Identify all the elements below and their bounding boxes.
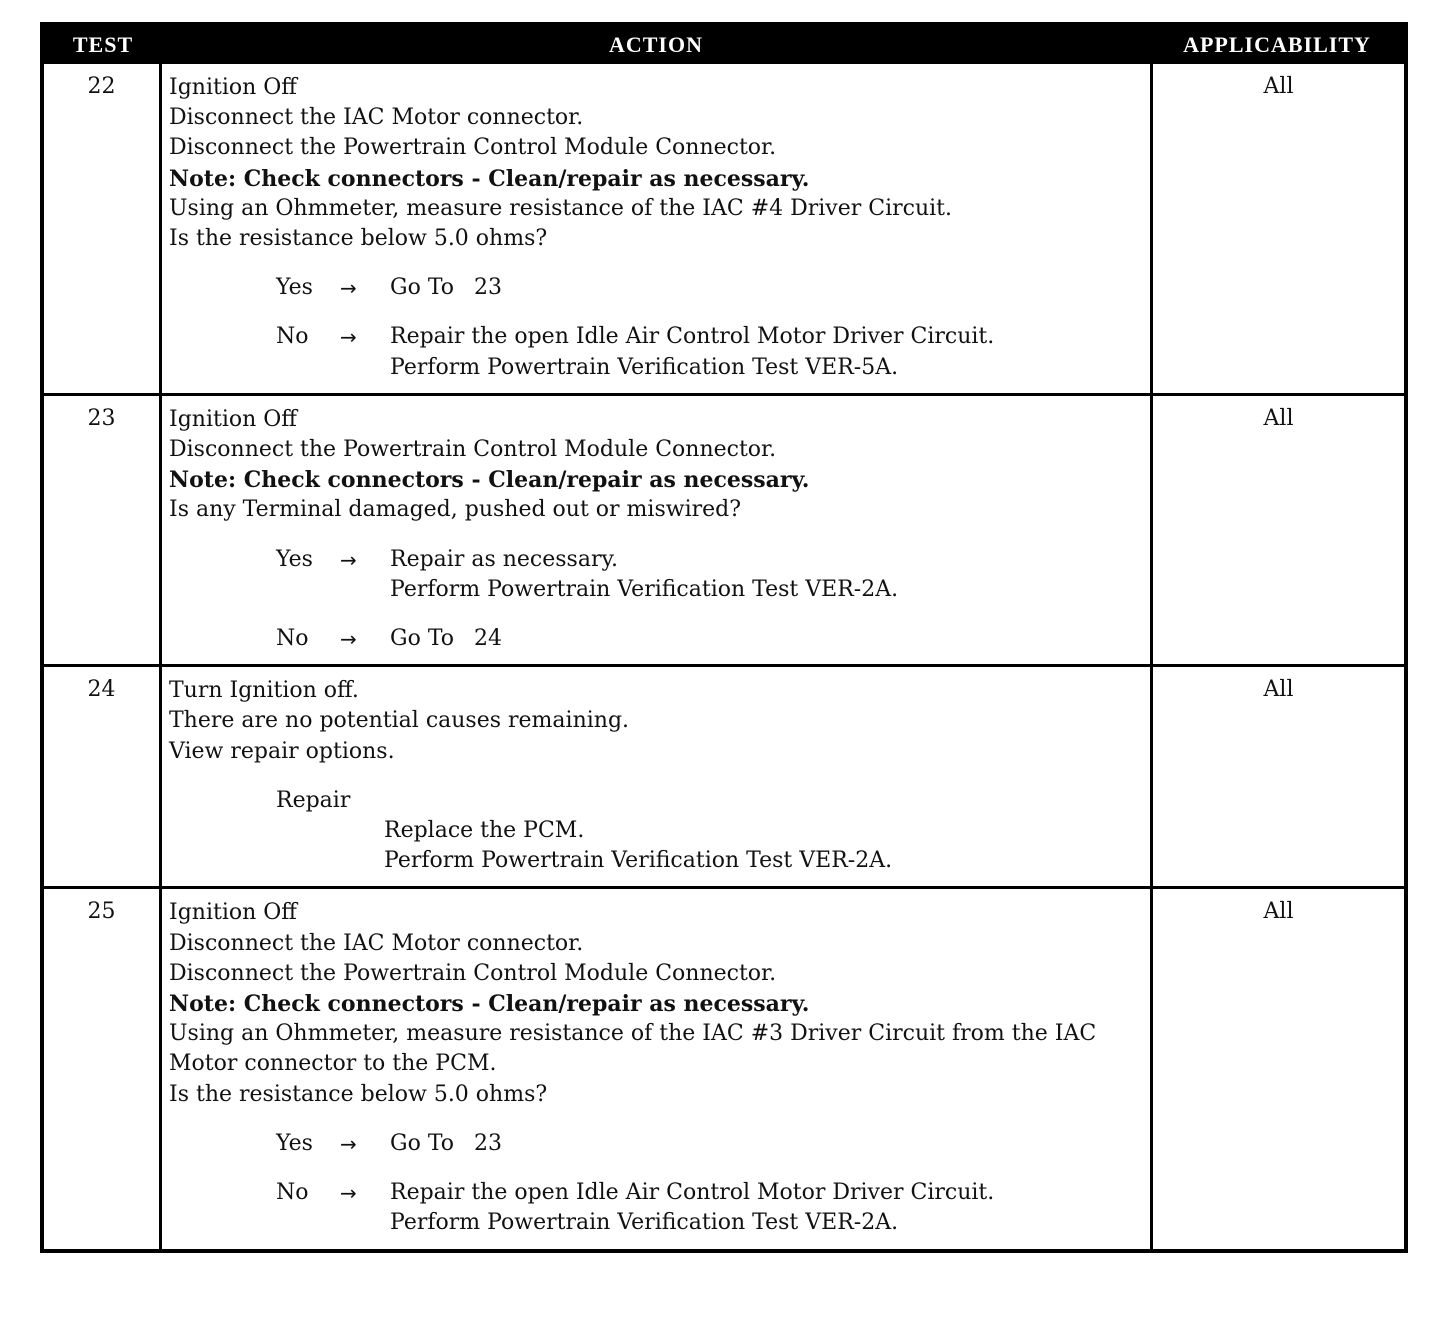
branch-label: No bbox=[276, 324, 309, 350]
branch-instructions bbox=[390, 545, 898, 605]
branch-yes bbox=[169, 545, 1150, 605]
note-line: Note: Check connectors - Clean/repair as necessary. bbox=[169, 991, 810, 1018]
right-arrow-icon: → bbox=[340, 325, 357, 350]
question-line: Is any Terminal damaged, pushed out or miswired? bbox=[169, 497, 742, 523]
right-arrow-icon: → bbox=[340, 1181, 357, 1206]
goto-target: 24 bbox=[474, 626, 503, 652]
branch-instructions bbox=[390, 1178, 994, 1238]
right-arrow-icon: → bbox=[340, 547, 357, 572]
branch-instructions bbox=[390, 322, 994, 382]
action-line: Disconnect the IAC Motor connector. bbox=[169, 930, 584, 956]
action-line: Ignition Off bbox=[169, 900, 297, 926]
table-row bbox=[44, 664, 1404, 886]
test-number: 23 bbox=[44, 396, 162, 664]
table-row bbox=[44, 393, 1404, 664]
branch-yes bbox=[169, 273, 1150, 303]
action-line: Disconnect the Powertrain Control Module Connector. bbox=[169, 960, 777, 986]
right-arrow-icon: → bbox=[340, 627, 357, 652]
branch-text: Repair the open Idle Air Control Motor Driver Circuit. bbox=[390, 1180, 995, 1206]
repair-options bbox=[169, 786, 1150, 877]
repair-label: Repair bbox=[276, 787, 351, 813]
header-test: TEST bbox=[72, 32, 134, 57]
test-number: 22 bbox=[44, 64, 162, 393]
action-line: Motor connector to the PCM. bbox=[169, 1051, 497, 1077]
table-header bbox=[44, 26, 1404, 64]
branch-no bbox=[169, 624, 1150, 654]
action-line: Ignition Off bbox=[169, 75, 297, 100]
table-row bbox=[44, 886, 1404, 1248]
question-line: Is the resistance below 5.0 ohms? bbox=[169, 1081, 548, 1107]
applicability-value: All bbox=[1263, 405, 1294, 431]
test-number: 24 bbox=[44, 667, 162, 886]
action-cell bbox=[162, 396, 1153, 664]
action-line: Ignition Off bbox=[169, 406, 297, 432]
applicability-value: All bbox=[1263, 677, 1294, 703]
goto-label: Go To bbox=[390, 626, 455, 652]
test-number: 25 bbox=[44, 889, 162, 1248]
goto-instruction bbox=[390, 273, 522, 303]
action-line: There are no potential causes remaining. bbox=[169, 708, 630, 734]
branch-label: Yes bbox=[276, 546, 313, 572]
branch-no bbox=[169, 322, 1150, 382]
action-line: Disconnect the IAC Motor connector. bbox=[169, 105, 584, 131]
goto-instruction bbox=[390, 624, 522, 654]
goto-target: 23 bbox=[474, 275, 503, 301]
branch-text: Perform Powertrain Verification Test VER-5A. bbox=[390, 354, 899, 380]
table-row bbox=[44, 64, 1404, 393]
note-line: Note: Check connectors - Clean/repair as necessary. bbox=[169, 467, 810, 494]
goto-label: Go To bbox=[390, 1130, 455, 1156]
action-line: Disconnect the Powertrain Control Module Connector. bbox=[169, 135, 777, 161]
action-line: Turn Ignition off. bbox=[169, 678, 359, 704]
branch-text: Perform Powertrain Verification Test VER-2A. bbox=[390, 576, 899, 602]
goto-target: 23 bbox=[474, 1130, 503, 1156]
branch-yes bbox=[169, 1129, 1150, 1159]
applicability-value: All bbox=[1263, 74, 1294, 99]
action-cell bbox=[162, 889, 1153, 1248]
goto-instruction bbox=[390, 1129, 522, 1159]
branch-label: No bbox=[276, 1180, 309, 1206]
question-line: Is the resistance below 5.0 ohms? bbox=[169, 226, 548, 252]
action-line: Using an Ohmmeter, measure resistance of the IAC #4 Driver Circuit. bbox=[169, 195, 953, 221]
repair-text: Perform Powertrain Verification Test VER-2A. bbox=[384, 848, 893, 874]
right-arrow-icon: → bbox=[340, 1131, 357, 1156]
branch-label: Yes bbox=[276, 275, 313, 301]
branch-no bbox=[169, 1178, 1150, 1238]
action-line: View repair options. bbox=[169, 738, 395, 764]
right-arrow-icon: → bbox=[340, 276, 357, 301]
header-applicability: APPLICABILITY bbox=[1183, 32, 1371, 57]
branch-text: Repair as necessary. bbox=[390, 546, 618, 572]
applicability-value: All bbox=[1263, 899, 1294, 925]
branch-label: Yes bbox=[276, 1130, 313, 1156]
note-line: Note: Check connectors - Clean/repair as necessary. bbox=[169, 165, 810, 192]
action-line: Disconnect the Powertrain Control Module Connector. bbox=[169, 437, 777, 463]
action-cell bbox=[162, 64, 1153, 393]
goto-label: Go To bbox=[390, 275, 455, 301]
action-cell bbox=[162, 667, 1153, 886]
branch-text: Repair the open Idle Air Control Motor Driver Circuit. bbox=[390, 324, 995, 350]
diagnostic-test-table bbox=[40, 22, 1408, 1253]
header-action: ACTION bbox=[608, 32, 703, 57]
branch-text: Perform Powertrain Verification Test VER-2A. bbox=[390, 1210, 899, 1236]
repair-text: Replace the PCM. bbox=[384, 818, 585, 844]
branch-label: No bbox=[276, 626, 309, 652]
action-line: Using an Ohmmeter, measure resistance of the IAC #3 Driver Circuit from the IAC bbox=[169, 1021, 1097, 1047]
